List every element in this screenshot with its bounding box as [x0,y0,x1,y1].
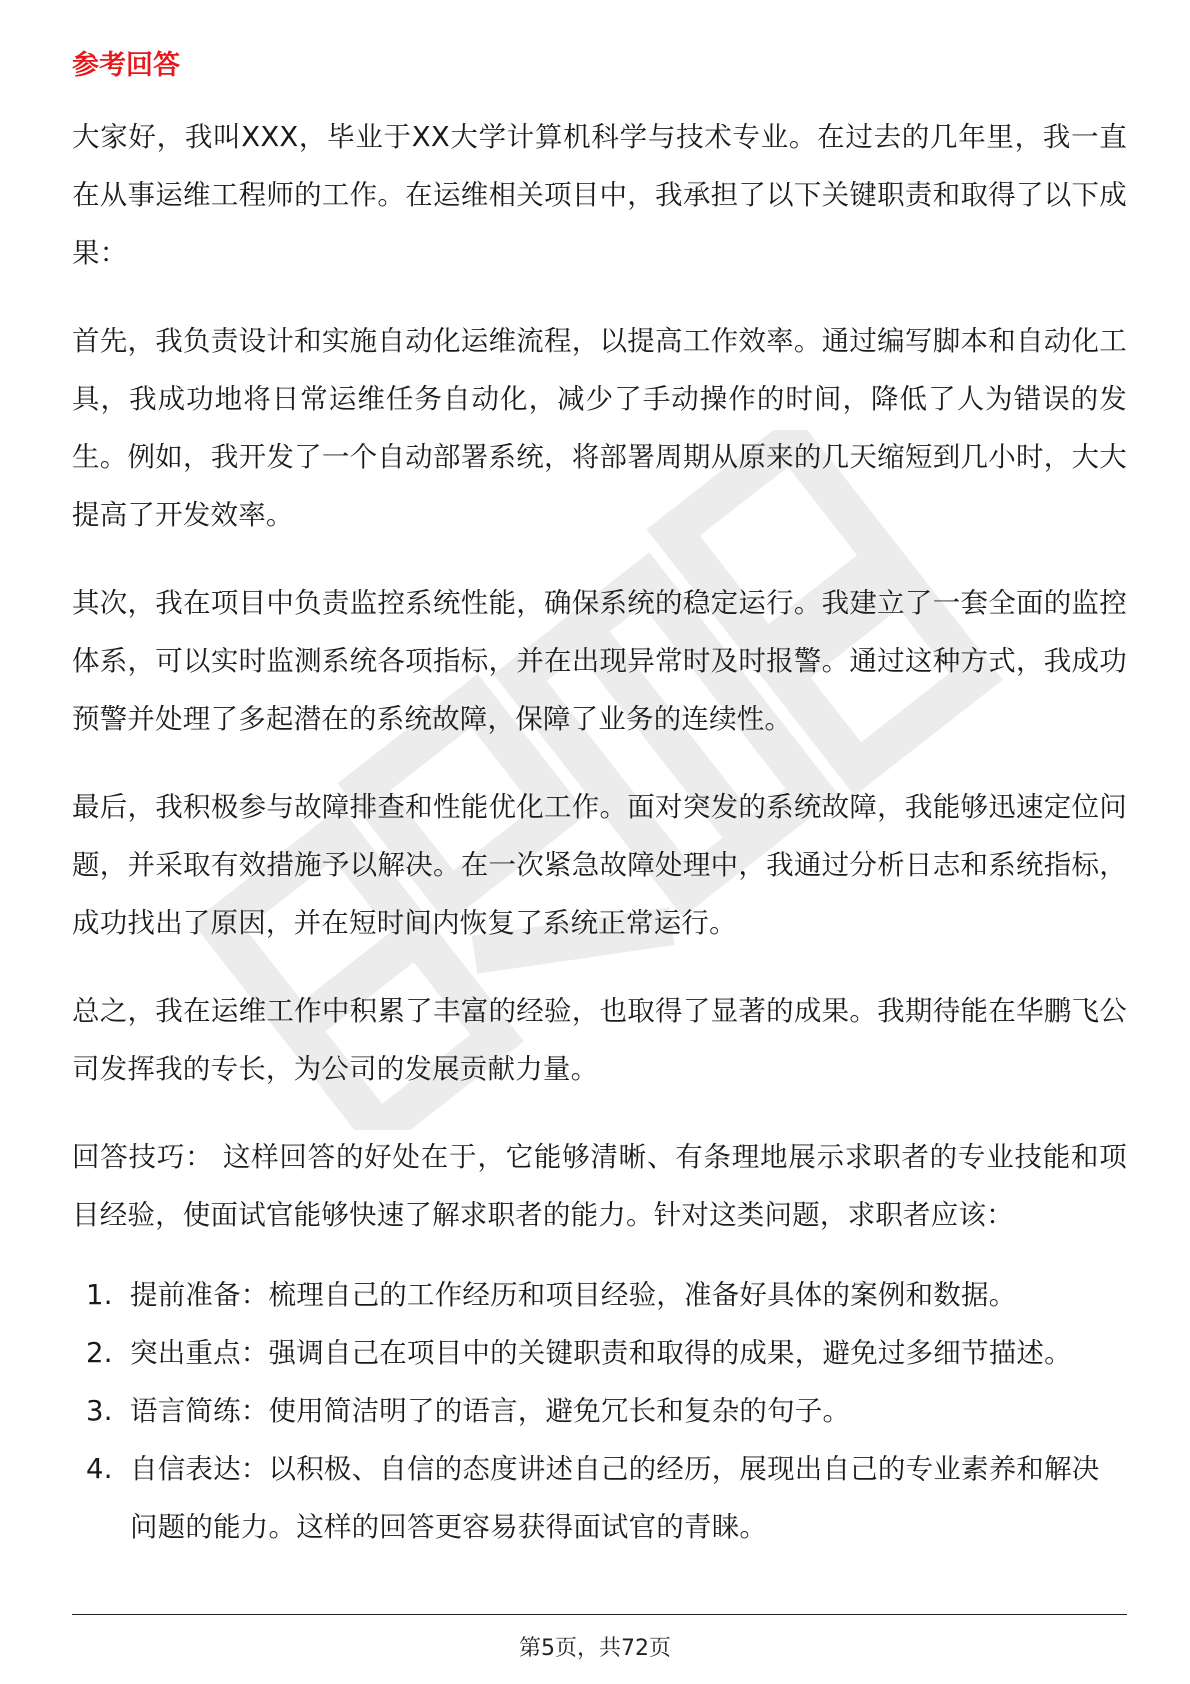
footer-divider [72,1614,1127,1615]
tip-number: 4. [86,1453,113,1485]
tip-text: 突出重点：强调自己在项目中的关键职责和取得的成果，避免过多细节描述。 [130,1337,1072,1369]
tip-text: 语言简练：使用简洁明了的语言，避免冗长和复杂的句子。 [130,1395,851,1427]
tip-item [72,1266,1127,1324]
tip-text: 自信表达：以积极、自信的态度讲述自己的经历，展现出自己的专业素养和解决问题的能力。这样的回答更容易获得面试官的青睐。 [130,1453,1100,1543]
tip-item [72,1324,1127,1382]
answer-paragraph-2: 首先，我负责设计和实施自动化运维流程，以提高工作效率。通过编写脚本和自动化工具，我成功地将日常运维任务自动化，减少了手动操作的时间，降低了人为错误的发生。例如，我开发了一个自动部署系统，将部署周期从原来的几天缩短到几小时，大大提高了开发效率。 [72,325,1127,531]
tip-number: 3. [86,1395,113,1427]
tips-intro: 回答技巧： 这样回答的好处在于，它能够清晰、有条理地展示求职者的专业技能和项目经验，使面试官能够快速了解求职者的能力。针对这类问题，求职者应该： [72,1141,1127,1231]
answer-paragraph-3: 其次，我在项目中负责监控系统性能，确保系统的稳定运行。我建立了一套全面的监控体系，可以实时监测系统各项指标，并在出现异常时及时报警。通过这种方式，我成功预警并处理了多起潜在的系统故障，保障了业务的连续性。 [72,587,1127,735]
tip-number: 2. [86,1337,113,1369]
tip-item [72,1440,1127,1556]
tip-text: 提前准备：梳理自己的工作经历和项目经验，准备好具体的案例和数据。 [130,1279,1017,1311]
tip-number: 1. [86,1279,113,1311]
section-title: 参考回答 [72,50,180,81]
tips-list [72,1266,1127,1556]
main-content [72,46,1127,1556]
answer-paragraph-1: 大家好，我叫XXX，毕业于XX大学计算机科学与技术专业。在过去的几年里，我一直在从事运维工程师的工作。在运维相关项目中，我承担了以下关键职责和取得了以下成果： [72,121,1127,269]
tip-item [72,1382,1127,1440]
answer-paragraph-5: 总之，我在运维工作中积累了丰富的经验，也取得了显著的成果。我期待能在华鹏飞公司发挥我的专长，为公司的发展贡献力量。 [72,995,1127,1085]
page-number: 第5页，共72页 [519,1636,671,1661]
answer-paragraph-4: 最后，我积极参与故障排查和性能优化工作。面对突发的系统故障，我能够迅速定位问题，并采取有效措施予以解决。在一次紧急故障处理中，我通过分析日志和系统指标，成功找出了原因，并在短时间内恢复了系统正常运行。 [72,791,1127,939]
